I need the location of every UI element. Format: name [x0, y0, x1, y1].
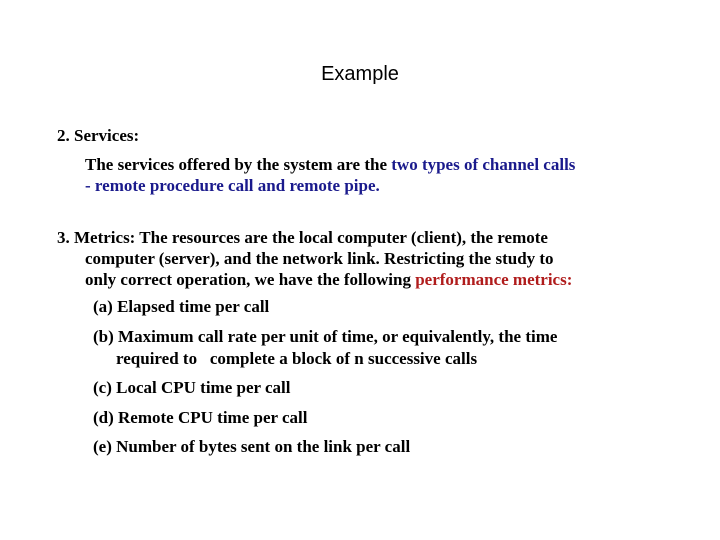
metric-item-b-line-1: (b) Maximum call rate per unit of time, or equivalently, the time: [93, 327, 558, 346]
metric-item-b-line-2: required to complete a block of n successive calls: [116, 349, 478, 368]
metric-item-e: (e) Number of bytes sent on the link per call: [93, 437, 411, 456]
metric-item-d: (d) Remote CPU time per call: [93, 408, 308, 427]
section-3-line-3: [85, 270, 572, 290]
section-3-line-3-text: only correct operation, we have the following: [85, 270, 416, 289]
metric-item-c: (c) Local CPU time per call: [93, 378, 291, 397]
performance-metrics-highlight: performance metrics:: [415, 270, 573, 289]
section-3-line-2: computer (server), and the network link. Restricting the study to: [85, 249, 554, 268]
section-2-line-1-text: The services offered by the system are the: [85, 155, 392, 174]
section-3-line-1: 3. Metrics: The resources are the local computer (client), the remote: [57, 228, 548, 247]
slide-title: Example: [321, 63, 399, 85]
section-2-line-1: [85, 155, 575, 175]
metric-item-a: (a) Elapsed time per call: [93, 297, 270, 316]
section-2-heading: 2. Services:: [57, 126, 140, 145]
channel-calls-highlight: two types of channel calls: [391, 155, 576, 174]
section-2-line-2: - remote procedure call and remote pipe.: [85, 176, 380, 195]
